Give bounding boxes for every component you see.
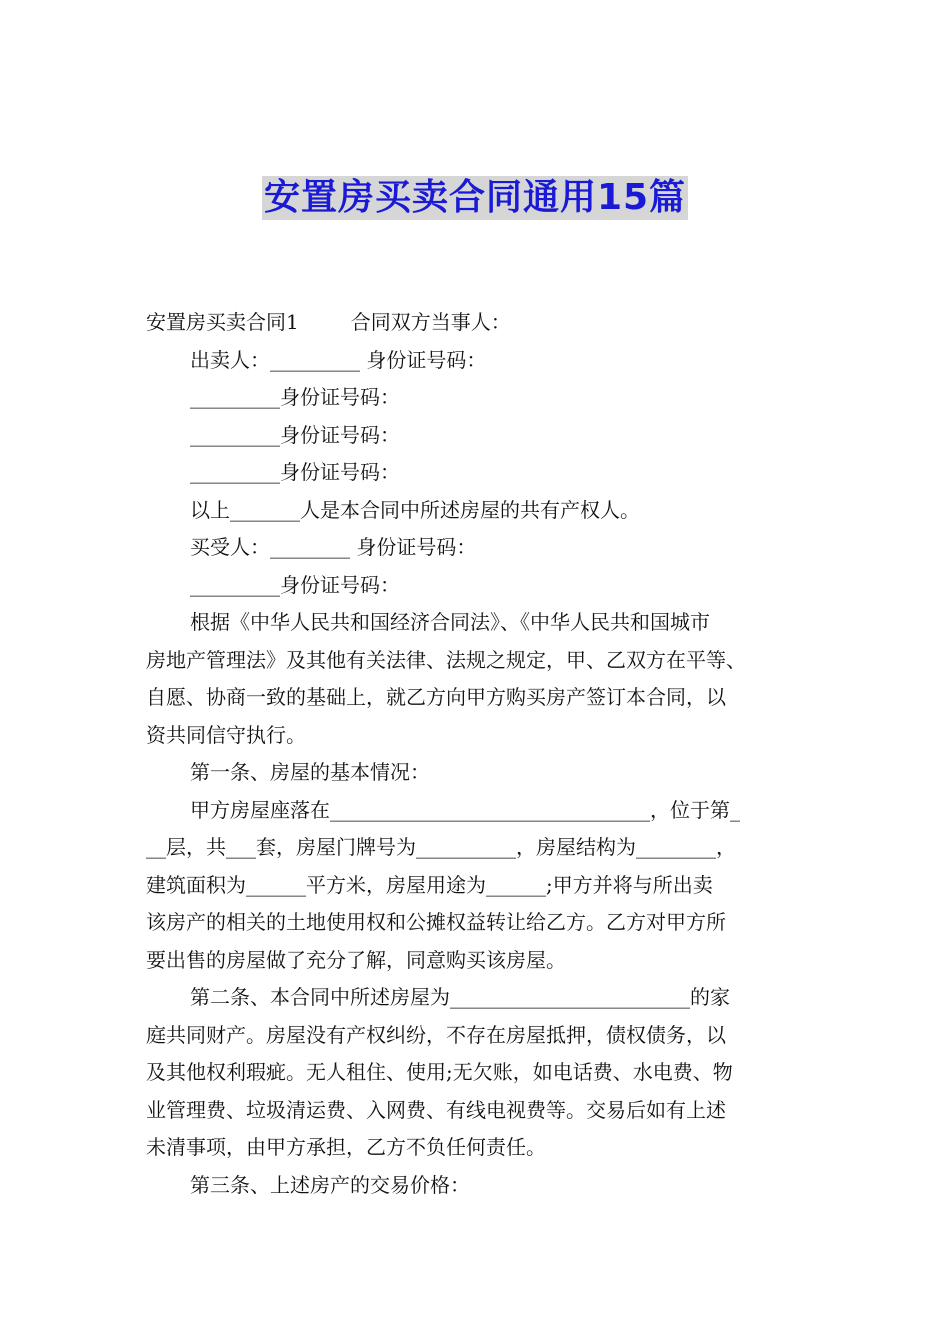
article-1-line: 甲方房屋座落在________________________________，位于第_ xyxy=(190,797,740,822)
title-container xyxy=(0,176,950,220)
id-line-2: _________身份证号码： xyxy=(190,422,400,447)
article-2-line: 第二条、本合同中所述房屋为________________________的家 xyxy=(190,985,730,1009)
article-2-line: 未清事项，由甲方承担，乙方不负任何责任。 xyxy=(146,1135,546,1159)
article-2-line: 业管理费、垃圾清运费、入网费、有线电视费等。交易后如有上述 xyxy=(146,1097,726,1122)
article-1-line: 建筑面积为______平方米，房屋用途为______;甲方并将与所出卖 xyxy=(146,872,713,897)
article-1-line: 该房产的相关的土地使用权和公摊权益转让给乙方。乙方对甲方所 xyxy=(146,910,726,934)
contract-number: 安置房买卖合同1 xyxy=(146,310,299,334)
id-line-3: _________身份证号码： xyxy=(190,460,400,484)
article-1-line: __层，共___套，房屋门牌号为__________，房屋结构为________， xyxy=(146,835,736,859)
article-2-line: 庭共同财产。房屋没有产权纠纷，不存在房屋抵押，债权债务，以 xyxy=(146,1022,726,1047)
article-1-heading: 第一条、房屋的基本情况： xyxy=(190,760,430,784)
buyer-line: 买受人：________ 身份证号码： xyxy=(190,535,477,559)
id-line-1: _________身份证号码： xyxy=(190,385,400,409)
id-line-4: _________身份证号码： xyxy=(190,572,400,597)
paragraph-basis-line: 资共同信守执行。 xyxy=(146,722,306,747)
article-1-line: 要出售的房屋做了充分了解，同意购买该房屋。 xyxy=(146,947,566,972)
document-body xyxy=(146,304,810,1204)
paragraph-basis-line: 房地产管理法》及其他有关法律、法规之规定，甲、乙双方在平等、 xyxy=(146,647,746,672)
co-owner-line: 以上_______人是本合同中所述房屋的共有产权人。 xyxy=(190,497,640,522)
paragraph-basis-line: 根据《中华人民共和国经济合同法》、《中华人民共和国城市 xyxy=(190,610,710,634)
paragraph-basis-line: 自愿、协商一致的基础上，就乙方向甲方购买房产签订本合同，以 xyxy=(146,685,726,709)
article-3-heading: 第三条、上述房产的交易价格： xyxy=(190,1172,470,1197)
seller-line: 出卖人：_________ 身份证号码： xyxy=(190,347,487,372)
contract-heading-line xyxy=(146,304,810,342)
document-title: 安置房买卖合同通用15篇 xyxy=(263,177,687,218)
article-2-line: 及其他权利瑕疵。无人租住、使用;无欠账，如电话费、水电费、物 xyxy=(146,1060,733,1084)
parties-heading: 合同双方当事人： xyxy=(350,310,511,334)
